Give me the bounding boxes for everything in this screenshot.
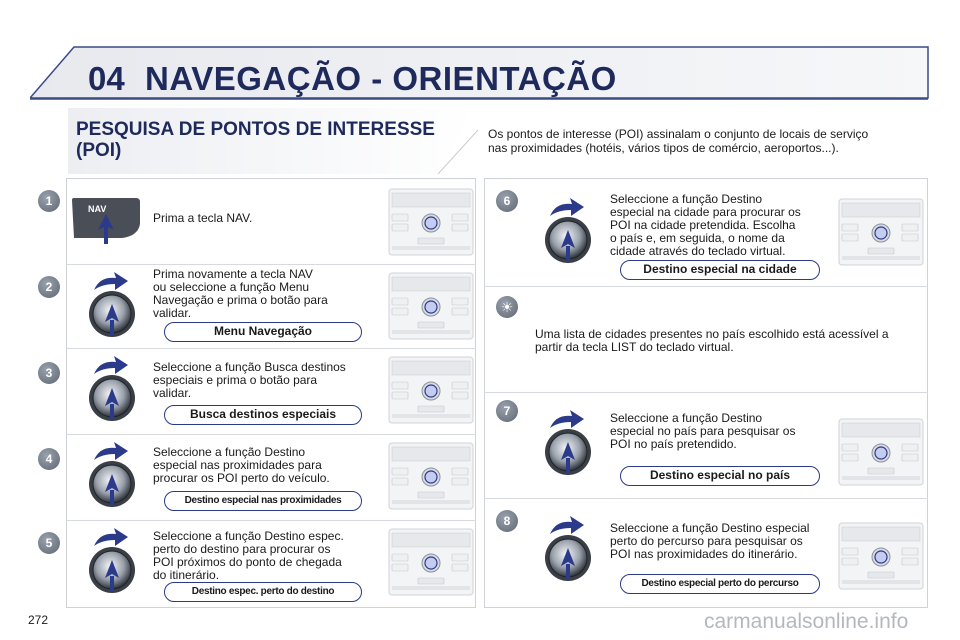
tip-text-line: partir da tecla LIST do teclado virtual.	[535, 340, 734, 354]
radio-panel-thumbnail	[388, 272, 474, 340]
step-instruction-line: do itinerário.	[153, 568, 220, 582]
watermark: carmanualsonline.info	[704, 610, 909, 633]
step-number-badge: 1	[38, 190, 60, 212]
step-instruction	[610, 412, 795, 451]
step-instruction	[153, 212, 252, 225]
menu-option-label: Destino especial nas proximidades	[164, 491, 362, 511]
step-number-badge: 8	[496, 510, 518, 532]
dial-press-icon	[536, 406, 608, 483]
dial-press-icon	[80, 524, 152, 601]
step-instruction-line: Seleccione a função Destino espec.	[153, 529, 344, 543]
step-instruction-line: o país e, em seguida, o nome da	[610, 231, 785, 245]
row-divider	[484, 286, 928, 287]
menu-option-label: Destino especial perto do percurso	[620, 574, 820, 594]
section-title-line1: PESQUISA DE PONTOS DE INTERESSE	[76, 119, 435, 140]
radio-panel-thumbnail	[838, 418, 924, 486]
menu-option-label: Destino especial no país	[620, 466, 820, 486]
step-number-badge: 4	[38, 448, 60, 470]
step-instruction-line: Seleccione a função Busca destinos	[153, 360, 346, 374]
step-number-badge: 2	[38, 276, 60, 298]
step-instruction-line: Seleccione a função Destino especial	[610, 521, 810, 535]
radio-panel-thumbnail	[388, 356, 474, 424]
section-title	[76, 119, 466, 161]
row-divider	[66, 434, 476, 435]
dial-press-icon	[80, 438, 152, 515]
radio-panel-thumbnail	[388, 528, 474, 596]
step-number-badge: 7	[496, 400, 518, 422]
step-instruction-line: POI próximos do ponto de chegada	[153, 555, 342, 569]
step-instruction-line: POI no país pretendido.	[610, 437, 737, 451]
step-instruction-line: validar.	[153, 386, 192, 400]
page-number: 272	[28, 613, 49, 627]
step-instruction	[610, 193, 801, 258]
step-instruction-line: perto do percurso para pesquisar os	[610, 534, 803, 548]
radio-panel-thumbnail	[838, 522, 924, 590]
step-instruction-line: Seleccione a função Destino	[610, 411, 763, 425]
intro-line2: nas proximidades (hotéis, vários tipos de comércio, aeroportos...).	[488, 141, 839, 155]
step-instruction-line: procurar os POI perto do veículo.	[153, 471, 330, 485]
step-number-badge: 6	[496, 190, 518, 212]
step-number-badge: 3	[38, 362, 60, 384]
nav-key-label: NAV	[88, 204, 107, 214]
menu-option-label: Busca destinos especiais	[164, 405, 362, 425]
step-instruction	[153, 361, 346, 400]
dial-press-icon	[80, 268, 152, 345]
step-instruction-line: POI na cidade pretendida. Escolha	[610, 218, 796, 232]
tip-text-line: Uma lista de cidades presentes no país escolhido está acessível a	[535, 327, 889, 341]
step-instruction	[610, 522, 809, 561]
step-instruction-line: cidade através do teclado virtual.	[610, 244, 786, 258]
step-instruction-line: POI nas proximidades do itinerário.	[610, 547, 798, 561]
step-instruction-line: Prima novamente a tecla NAV	[153, 267, 313, 281]
row-divider	[66, 264, 476, 265]
step-instruction-line: Prima a tecla NAV.	[153, 211, 253, 225]
step-instruction-line: especial no país para pesquisar os	[610, 424, 796, 438]
step-instruction	[153, 268, 328, 320]
chapter-number: 04	[88, 60, 125, 97]
intro-line1: Os pontos de interesse (POI) assinalam o conjunto de locais de serviço	[488, 127, 869, 141]
step-instruction-line: Seleccione a função Destino	[610, 192, 763, 206]
row-divider	[484, 498, 928, 499]
step-instruction-line: especial na cidade para procurar os	[610, 205, 801, 219]
row-divider	[484, 392, 928, 393]
step-instruction-line: perto do destino para procurar os	[153, 542, 331, 556]
page-title: NAVEGAÇÃO - ORIENTAÇÃO	[145, 60, 617, 97]
menu-option-label: Destino espec. perto do destino	[164, 582, 362, 602]
nav-key-icon	[70, 196, 142, 251]
menu-option-label: Menu Navegação	[164, 322, 362, 342]
radio-panel-thumbnail	[388, 442, 474, 510]
step-instruction-line: Navegação e prima o botão para	[153, 293, 328, 307]
step-instruction	[153, 530, 344, 582]
tip-text	[535, 328, 920, 354]
step-instruction-line: especiais e prima o botão para	[153, 373, 318, 387]
dial-press-icon	[536, 194, 608, 271]
section-title-line2: (POI)	[76, 140, 122, 161]
step-number-badge: 5	[38, 532, 60, 554]
menu-option-label: Destino especial na cidade	[620, 260, 820, 280]
radio-panel-thumbnail	[388, 188, 474, 256]
dial-press-icon	[80, 352, 152, 429]
step-instruction-line: especial nas proximidades para	[153, 458, 322, 472]
radio-panel-thumbnail	[838, 198, 924, 266]
row-divider	[66, 520, 476, 521]
dial-press-icon	[536, 512, 608, 589]
step-instruction-line: Seleccione a função Destino	[153, 445, 306, 459]
row-divider	[66, 348, 476, 349]
sun-icon: ☀	[496, 296, 518, 318]
intro-text	[488, 127, 918, 155]
step-instruction-line: validar.	[153, 306, 192, 320]
step-instruction-line: ou seleccione a função Menu	[153, 280, 310, 294]
step-instruction	[153, 446, 330, 485]
